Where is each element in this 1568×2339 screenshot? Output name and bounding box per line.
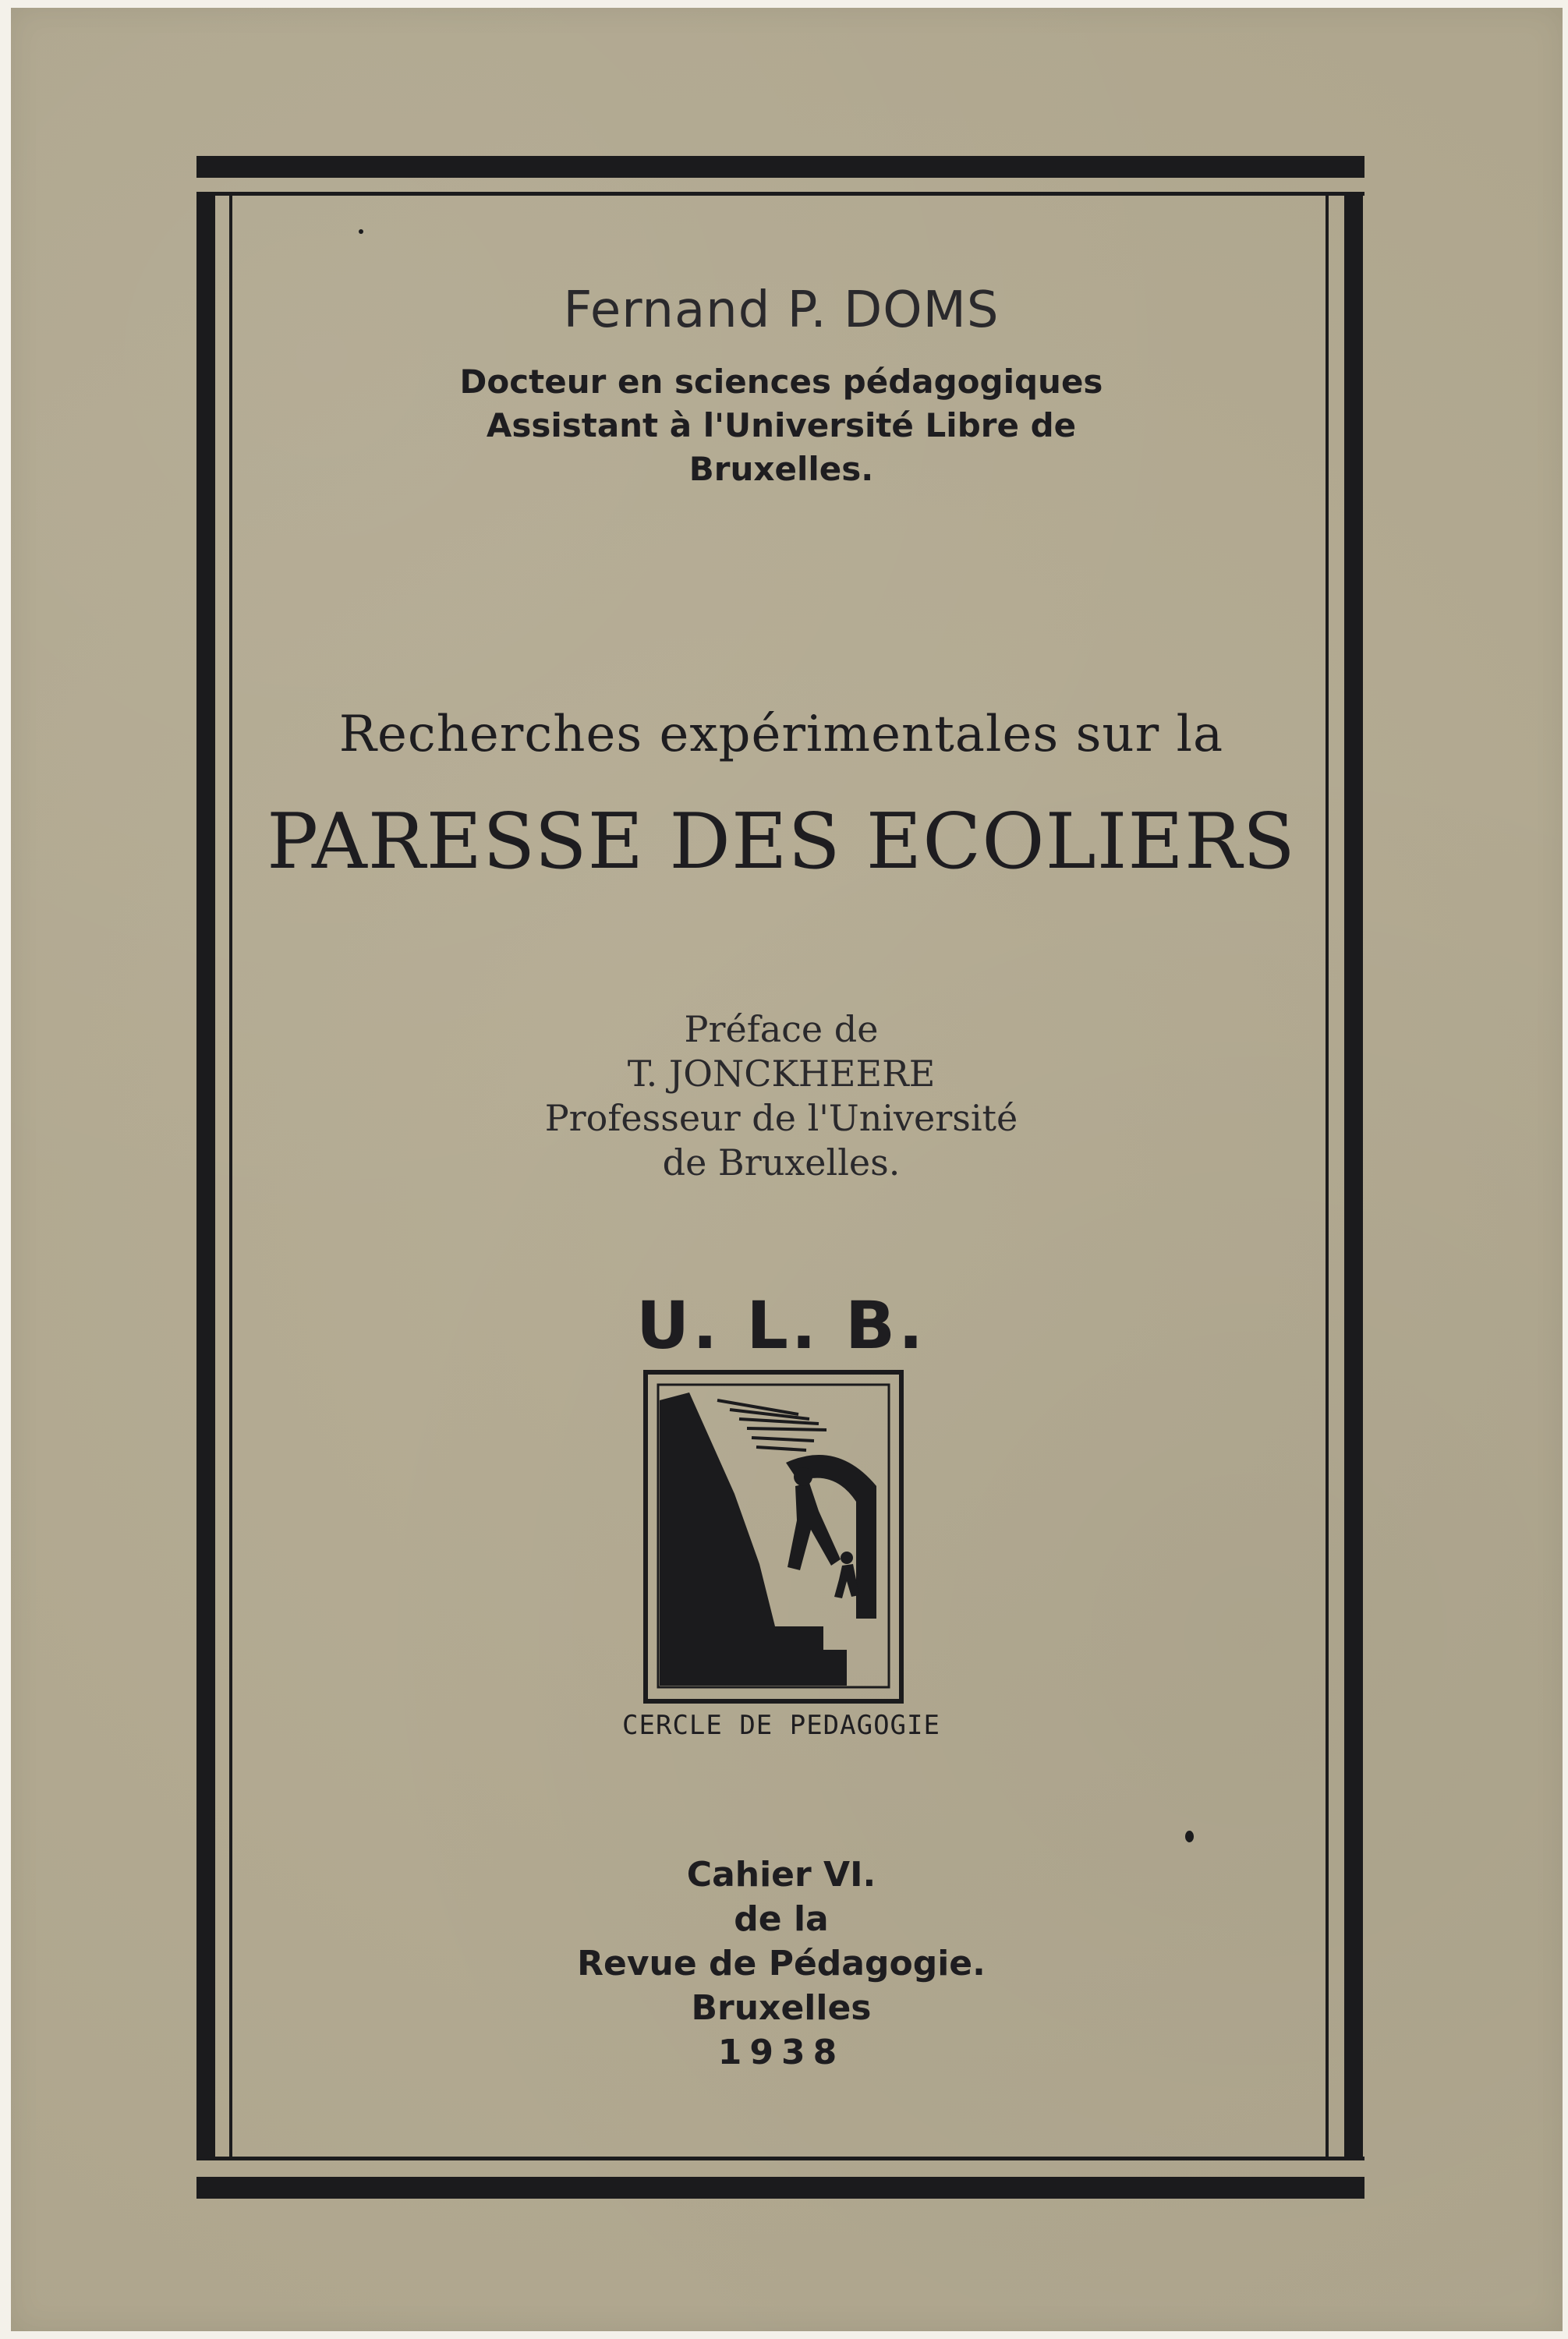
publisher-initials: U. L. B. — [636, 1287, 926, 1364]
preface-line: Préface de — [684, 1008, 879, 1050]
credential-line: Bruxelles. — [688, 450, 874, 488]
frame-bottom-thick-rule — [196, 2177, 1364, 2199]
author-block — [237, 279, 1326, 341]
preface-line: Professeur de l'Université — [544, 1097, 1018, 1139]
imprint-line: Cahier VI. — [686, 1855, 876, 1895]
ink-speck — [359, 229, 363, 234]
imprint-block — [237, 1852, 1326, 2075]
publication-year: 1938 — [717, 2033, 845, 2072]
main-title-block — [237, 797, 1326, 887]
author-credentials — [237, 360, 1326, 491]
emblem-caption-block — [237, 1709, 1326, 1742]
frame-top-thin-rule — [196, 192, 1364, 196]
cercle-pedagogie-emblem-icon — [642, 1369, 904, 1704]
frame-right-thin-rule — [1326, 192, 1329, 2160]
publisher-block — [237, 1286, 1326, 1364]
imprint-line: Bruxelles — [691, 1988, 872, 2028]
preface-author: T. JONCKHEERE — [627, 1053, 936, 1095]
preface-line: de Bruxelles. — [662, 1141, 901, 1184]
credential-line: Docteur en sciences pédagogiques — [459, 363, 1103, 401]
book-subtitle: Recherches expérimentales sur la — [338, 706, 1224, 763]
frame-top-thick-rule — [196, 156, 1364, 178]
author-name: Fernand P. DOMS — [563, 281, 1000, 339]
frame-bottom-thin-rule — [196, 2157, 1364, 2160]
book-cover — [11, 8, 1563, 2331]
imprint-line: de la — [734, 1899, 829, 1939]
frame-right-thick-rule — [1344, 192, 1363, 2160]
frame-left-thick-rule — [196, 192, 215, 2160]
book-title: PARESSE DES ECOLIERS — [267, 798, 1296, 886]
frame-left-thin-rule — [229, 192, 232, 2160]
ink-speck — [1185, 1831, 1194, 1842]
title-block — [237, 703, 1326, 766]
emblem-caption: CERCLE DE PEDAGOGIE — [622, 1710, 940, 1741]
preface-block — [237, 1007, 1326, 1185]
credential-line: Assistant à l'Université Libre de — [486, 406, 1077, 444]
imprint-line: Revue de Pédagogie. — [577, 1944, 986, 1983]
